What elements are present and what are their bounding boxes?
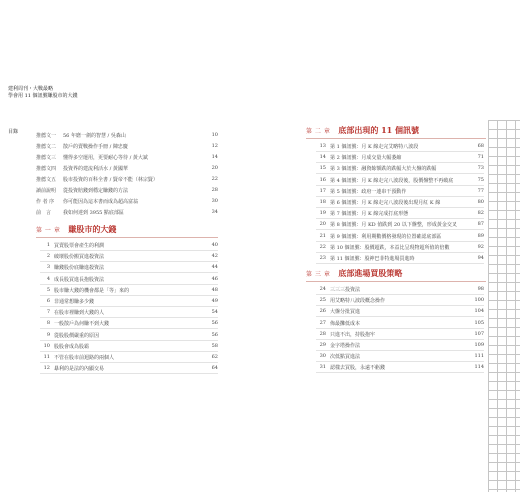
toc-entry-rule [40, 272, 218, 273]
toc-entry-title: 只進不出，持股抱牢 [330, 331, 376, 338]
toc-entry-page: 111 [474, 353, 484, 359]
chapter-2-heading [306, 123, 419, 137]
toc-entry-page: 82 [477, 210, 484, 216]
toc-entry-title: 第 10 個訊號：股價超跌，本益比呈現物超所值的倍數 [330, 244, 450, 251]
toc-entry-title: 股市賺大錢的機會都是「等」來的 [54, 287, 130, 294]
preface-item-page: 20 [211, 165, 218, 171]
toc-entry-page: 62 [211, 354, 218, 360]
preface-item [36, 196, 218, 206]
preface-item-label: 推薦文五 [36, 176, 57, 183]
toc-entry-title: 第 4 個訊號：月 K 線走完八波段後，股價盤整不再破底 [330, 177, 454, 184]
toc-entry-page: 114 [474, 364, 484, 370]
preface-item [36, 163, 218, 173]
chapter-1-title: 賺股市的大錢 [68, 223, 117, 234]
toc-entry-page: 71 [477, 154, 484, 160]
toc-entry [40, 240, 218, 250]
toc-entry-number: 26 [319, 308, 326, 314]
preface-item-label: 讀前說明 [36, 187, 57, 194]
toc-entry-number: 18 [319, 199, 326, 205]
toc-entry [40, 307, 218, 317]
toc-entry [40, 352, 218, 362]
toc-entry [40, 363, 218, 373]
toc-entry-rule [40, 373, 218, 374]
toc-entry [316, 231, 484, 241]
toc-entry-number: 1 [46, 242, 50, 248]
chapter-2-title: 底部出現的 11 個訊號 [338, 124, 420, 135]
toc-entry [40, 274, 218, 284]
toc-entry [40, 318, 218, 328]
preface-item-label: 前 言 [36, 209, 52, 216]
toc-entry [40, 341, 218, 351]
toc-entry-title: 股股會成為股霸 [54, 343, 90, 350]
toc-entry-number: 11 [43, 354, 50, 360]
chapter-3-heading [306, 266, 402, 280]
preface-item-title: 投資界的建流利活水 / 黃國華 [63, 165, 128, 172]
contents-label: 目錄 [8, 129, 19, 135]
toc-entry [40, 330, 218, 340]
preface-item [36, 207, 218, 217]
toc-entry-title: 一般散戶為何賺不到大錢 [54, 320, 110, 327]
toc-entry-page: 46 [211, 276, 218, 282]
book-title [8, 86, 78, 100]
toc-entry-rule [316, 173, 484, 174]
toc-entry [316, 329, 484, 339]
toc-entry-page: 56 [211, 332, 218, 338]
toc-entry-title: 大盤分批買進 [330, 308, 361, 315]
toc-entry-number: 7 [46, 309, 50, 315]
toc-entry-number: 23 [319, 255, 326, 261]
toc-entry [40, 251, 218, 261]
preface-item-page: 12 [211, 143, 218, 149]
toc-entry [316, 306, 484, 316]
toc-entry [316, 340, 484, 350]
toc-entry-number: 5 [46, 287, 50, 293]
toc-entry-page: 40 [211, 242, 218, 248]
toc-entry-rule [316, 316, 484, 317]
toc-entry-number: 14 [319, 154, 326, 160]
preface-item [36, 130, 218, 140]
toc-entry-title: 第 9 個訊號：利用期數價格發現的位置確認底部區 [330, 233, 442, 240]
toc-entry-title: 用艾略特八波段概念操作 [330, 297, 386, 304]
toc-entry-number: 21 [319, 233, 326, 239]
toc-entry-rule [316, 263, 484, 264]
toc-entry-number: 30 [319, 353, 326, 359]
preface-item-label: 作 者 序 [36, 198, 55, 205]
chapter-2-divider [306, 138, 486, 139]
toc-entry [40, 296, 218, 306]
toc-entry-number: 24 [319, 286, 326, 292]
toc-entry [316, 175, 484, 185]
toc-entry-page: 109 [474, 342, 484, 348]
preface-item-title: 56 年磨一劍的智慧 / 吳森山 [63, 132, 126, 139]
preface-item [36, 152, 218, 162]
chapter-1-divider [36, 237, 218, 238]
toc-entry-title: 第 11 個訊號：股神巴菲特進場買進時 [330, 255, 415, 262]
toc-entry-number: 8 [46, 320, 50, 326]
grid-pattern-decoration [488, 120, 520, 492]
toc-entry-page: 89 [477, 233, 484, 239]
toc-entry [316, 152, 484, 162]
toc-entry-number: 28 [319, 331, 326, 337]
toc-entry-number: 25 [319, 297, 326, 303]
toc-entry-title: 買賣股票會產生的利潤 [54, 242, 105, 249]
toc-entry-rule [316, 229, 484, 230]
preface-item [36, 174, 218, 184]
toc-entry-title: 破壞股份搬買進殺資法 [54, 253, 105, 260]
toc-entry-title: 第 1 個訊號：月 K 線走完艾略特八波段 [330, 143, 419, 150]
toc-entry [316, 242, 484, 252]
preface-item [36, 141, 218, 151]
toc-entry-number: 29 [319, 342, 326, 348]
toc-entry [316, 208, 484, 218]
toc-entry-page: 87 [477, 221, 484, 227]
toc-entry-title: 第 5 個訊號：政府一連串干預動作 [330, 188, 407, 195]
toc-entry-title: 三三三投資法 [330, 286, 361, 293]
toc-entry-number: 9 [46, 332, 50, 338]
toc-entry [316, 318, 484, 328]
toc-entry-title: 第 7 個訊號：月 K 線完成打底形態 [330, 210, 409, 217]
toc-entry-page: 64 [211, 365, 218, 371]
toc-entry-number: 6 [46, 298, 50, 304]
preface-item-page: 30 [211, 198, 218, 204]
chapter-1-label: 第 一 章 [36, 226, 61, 234]
preface-item-title: 從投資賠錢到穩定賺錢的方法 [63, 187, 129, 194]
toc-entry-title: 非通常想賺多少錢 [54, 298, 95, 305]
preface-item-label: 推薦文一 [36, 132, 57, 139]
toc-entry-number: 15 [319, 165, 326, 171]
toc-entry-number: 12 [43, 365, 50, 371]
toc-entry-title: 從股股價嚴重的原因 [54, 332, 100, 339]
toc-entry [316, 163, 484, 173]
preface-item-title: 懂得多空運用，更要耐心等待 / 黃大斌 [63, 154, 148, 161]
toc-entry-page: 105 [474, 320, 484, 326]
toc-entry-number: 19 [319, 210, 326, 216]
preface-item-title: 股市投資的百科全書 / 賢帝不能（林宗賢） [63, 176, 158, 183]
toc-entry-title: 成長股買進長抱股資法 [54, 276, 105, 283]
chapter-1-heading [36, 222, 116, 236]
preface-item-label: 推薦文二 [36, 143, 57, 150]
toc-entry-page: 42 [211, 253, 218, 259]
toc-entry-page: 68 [477, 143, 484, 149]
preface-item-page: 10 [211, 132, 218, 138]
toc-entry-page: 73 [477, 165, 484, 171]
chapter-2-label: 第 二 章 [306, 127, 331, 135]
chapter-3-label: 第 三 章 [306, 270, 331, 278]
preface-item-page: 34 [211, 209, 218, 215]
toc-entry-page: 75 [477, 177, 484, 183]
toc-entry-number: 22 [319, 244, 326, 250]
toc-entry-page: 107 [474, 331, 484, 337]
toc-entry-number: 31 [319, 364, 326, 370]
toc-entry-title: 第 2 個訊號：月成交量大幅萎縮 [330, 154, 402, 161]
toc-entry-number: 17 [319, 188, 326, 194]
preface-item-title: 我如何達到 3955 點底部區 [63, 209, 124, 216]
toc-entry-page: 94 [477, 255, 484, 261]
toc-entry [316, 186, 484, 196]
preface-item-label: 推薦文三 [36, 154, 57, 161]
toc-entry [316, 219, 484, 229]
preface-item-label: 推薦文四 [36, 165, 57, 172]
toc-entry-number: 13 [319, 143, 326, 149]
toc-entry-title: 在股市裡賺到大錢的人 [54, 309, 105, 316]
toc-entry-page: 48 [211, 287, 218, 293]
toc-entry-page: 80 [477, 199, 484, 205]
toc-entry-title: 賺錢股份底賺進殺資法 [54, 264, 105, 271]
toc-entry [40, 285, 218, 295]
toc-entry-title: 第 3 個訊號：融資餘額跌的跌幅大於大盤的跌幅 [330, 165, 437, 172]
book-title-line1: 建利周刊・大戰最略 [8, 86, 54, 92]
preface-item [36, 185, 218, 195]
toc-entry [316, 284, 484, 294]
preface-item-page: 28 [211, 187, 218, 193]
toc-entry [316, 141, 484, 151]
toc-entry-page: 77 [477, 188, 484, 194]
toc-entry [40, 262, 218, 272]
toc-entry-page: 104 [474, 308, 484, 314]
toc-entry-title: 金字塔操作法 [330, 342, 361, 349]
toc-entry [316, 295, 484, 305]
toc-entry-number: 4 [46, 276, 50, 282]
toc-entry-page: 44 [211, 264, 218, 270]
book-title-line2: 學會用 11 個訊號賺股市的大錢 [8, 93, 78, 99]
chapter-3-title: 底部進場買股策略 [338, 267, 403, 278]
preface-item-title: 散戶的賣戰操作手冊 / 陳忠慶 [63, 143, 128, 150]
toc-entry-number: 2 [46, 253, 50, 259]
toc-entry-number: 16 [319, 177, 326, 183]
toc-entry [316, 197, 484, 207]
toc-entry-title: 第 6 個訊號：月 K 線走完八波段後出現月紅 K 線 [330, 199, 441, 206]
toc-entry-title: 佈最攤低成本 [330, 320, 361, 327]
toc-entry [316, 253, 484, 263]
toc-entry-title: 次低點買進法 [330, 353, 361, 360]
preface-item-page: 14 [211, 154, 218, 160]
toc-entry-number: 20 [319, 221, 326, 227]
toc-entry-title: 暴利的是法的內顯交易 [54, 365, 105, 372]
chapter-3-divider [306, 281, 486, 282]
toc-entry-page: 98 [477, 286, 484, 292]
toc-entry-page: 56 [211, 320, 218, 326]
toc-entry-page: 58 [211, 343, 218, 349]
toc-entry-page: 54 [211, 309, 218, 315]
toc-entry-number: 3 [46, 264, 50, 270]
toc-entry [316, 351, 484, 361]
toc-entry-rule [316, 372, 484, 373]
toc-entry-page: 100 [474, 297, 484, 303]
toc-entry-title: 第 8 個訊號：月 KD 值跌到 20 以下盤整，形成黃金交叉 [330, 221, 457, 228]
toc-entry-title: 不管在股市前迴路的兩個人 [54, 354, 115, 361]
toc-entry-page: 49 [211, 298, 218, 304]
toc-entry-title: 認樣去買股，永遠不虧錢 [330, 364, 386, 371]
preface-item-page: 22 [211, 176, 218, 182]
toc-entry-number: 27 [319, 320, 326, 326]
toc-entry-rule [40, 328, 218, 329]
toc-entry [316, 362, 484, 372]
toc-entry-number: 10 [43, 343, 50, 349]
toc-entry-page: 92 [477, 244, 484, 250]
preface-item-title: 你可能因為這本書而成為超高富翁 [63, 198, 139, 205]
